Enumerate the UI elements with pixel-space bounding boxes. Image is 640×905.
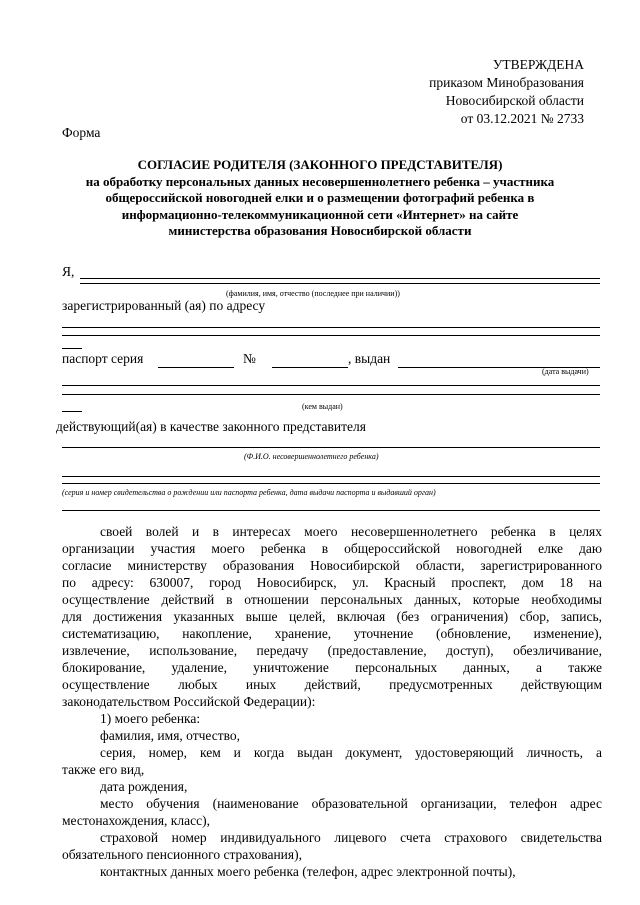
body-line: блокирование, удаление, уничтожение персональных данных, а также [62, 660, 602, 675]
passport-number-field[interactable] [272, 367, 348, 368]
issued-by-caption: (кем выдан) [302, 402, 343, 411]
address-field-line-2[interactable] [62, 335, 600, 336]
title-line-5: министерства образования Новосибирской области [168, 223, 472, 238]
title-line-1: СОГЛАСИЕ РОДИТЕЛЯ (ЗАКОННОГО ПРЕДСТАВИТЕЛЯ) [137, 157, 503, 172]
passport-series-label: паспорт серия [62, 351, 144, 366]
consent-body [62, 523, 602, 880]
body-line: организации участия моего ребенка в общероссийской новогодней елке даю [62, 541, 602, 556]
child-doc-line-2[interactable] [62, 483, 600, 484]
address-field-line-1[interactable] [62, 327, 600, 328]
issue-date-caption: (дата выдачи) [542, 367, 589, 376]
list-item-snils-cont: обязательного пенсионного страхования), [62, 847, 302, 862]
issued-by-line-2[interactable] [62, 394, 600, 395]
title-line-3: общероссийской новогодней елки и о размещении фотографий ребенка в [105, 190, 535, 205]
child-doc-line-1[interactable] [62, 476, 600, 477]
issued-by-short-line [62, 411, 82, 412]
approval-line-3: Новосибирской области [445, 93, 584, 108]
body-line: систематизацию, накопление, хранение, уточнение (обновление, изменение), [62, 626, 602, 641]
body-line: своей волей и в интересах моего несовершеннолетнего ребенка в целях [100, 524, 602, 539]
body-line: законодательством Российской Федерации): [62, 694, 316, 709]
title-line-2: на обработку персональных данных несовершеннолетнего ребенка – участника [85, 173, 555, 189]
child-fio-caption: (Ф.И.О. несовершеннолетнего ребенка) [244, 452, 379, 461]
body-line: осуществление любых иных действий, предусмотренных действующим [62, 677, 602, 692]
child-doc-caption: (серия и номер свидетельства о рождении или паспорта ребенка, дата выдачи паспорта и выдавший орган) [62, 488, 436, 497]
list-item-document: серия, номер, кем и когда выдан документ, удостоверяющий личность, а [100, 745, 602, 760]
approval-line-4: от 03.12.2021 № 2733 [460, 111, 584, 126]
issued-label: , выдан [348, 351, 391, 366]
list-item-birth-date: дата рождения, [100, 779, 188, 794]
list-item-contacts: контактных данных моего ребенка (телефон, адрес электронной почты), [100, 864, 516, 879]
address-field-short-line [62, 348, 82, 349]
passport-series-field[interactable] [158, 367, 234, 368]
form-label: Форма [62, 125, 101, 140]
issued-by-line-1[interactable] [62, 385, 600, 386]
approval-block [429, 56, 584, 128]
i-label: Я, [62, 264, 75, 279]
child-doc-line-3[interactable] [62, 510, 600, 511]
representative-label: действующий(ая) в качестве законного представителя [56, 419, 366, 434]
body-line: осуществление действий в отношении персональных данных, которые необходимы [62, 592, 602, 607]
list-item-school-cont: местонахождения, класс), [62, 813, 210, 828]
body-line: извлечение, использование, передачу (предоставление, доступ), обезличивание, [62, 643, 602, 658]
list-item-fio: фамилия, имя, отчество, [100, 728, 241, 743]
list-item-child: 1) моего ребенка: [100, 711, 201, 726]
child-fio-line[interactable] [62, 447, 600, 448]
body-line: согласие министерству образования Новосибирской области, зарегистрированного [62, 558, 602, 573]
approval-line-1: УТВЕРЖДЕНА [492, 57, 584, 72]
address-label: зарегистрированный (ая) по адресу [62, 298, 266, 313]
body-line: для достижения указанных выше целей, включая (без ограничения) сбор, запись, [62, 609, 602, 624]
body-line: по адресу: 630007, город Новосибирск, ул. Красный проспект, дом 18 на [62, 575, 602, 590]
list-item-snils: страховой номер индивидуального лицевого счета страхового свидетельства [100, 830, 602, 845]
list-item-school: место обучения (наименование образовательной организации, телефон адрес [100, 796, 602, 811]
title-line-4: информационно-телекоммуникационной сети «Интернет» на сайте [121, 206, 519, 222]
list-item-document-cont: также его вид, [62, 762, 145, 777]
number-sign: № [243, 351, 256, 366]
fio-caption: (фамилия, имя, отчество (последнее при наличии)) [226, 289, 400, 298]
fio-field-line[interactable] [80, 278, 600, 279]
document-title [0, 157, 640, 240]
fio-field-line-2 [80, 283, 600, 284]
approval-line-2: приказом Минобразования [429, 75, 584, 90]
